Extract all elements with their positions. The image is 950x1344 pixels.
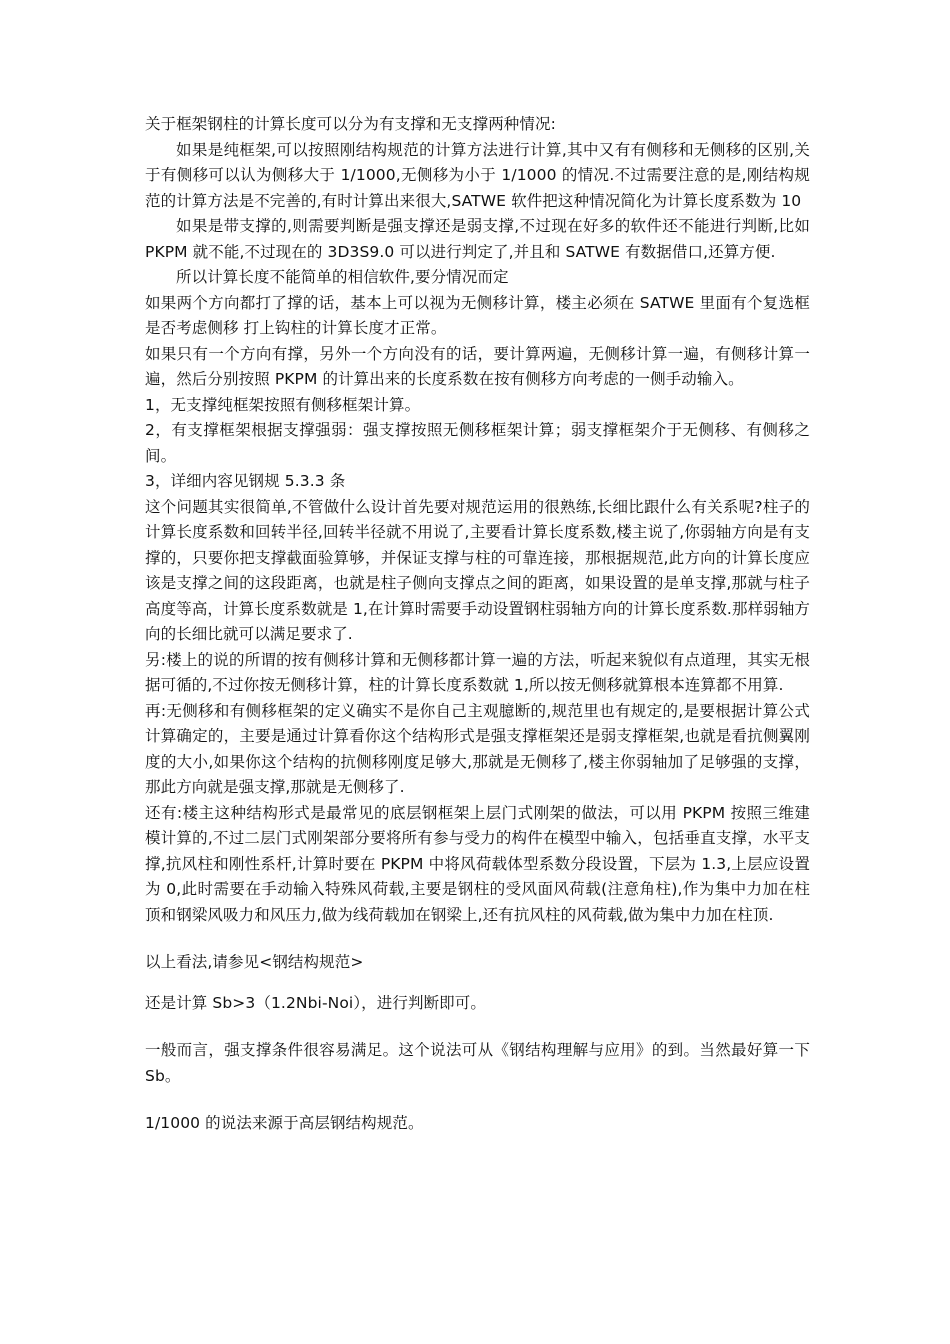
paragraph-also: 还有:楼主这种结构形式是最常见的底层钢框架上层门式刚架的做法，可以用 PKPM 按照三维建模计算的,不过二层门式刚架部分要将所有参与受力的构件在模型中输入，包括垂直支撑，水平支撑,抗风柱和刚性系杆,计算时要在 PKPM 中将风荷载体型系数分段设置，下层为 1.3,上层应设置为 0,此时需要在手动输入特殊风荷载,主要是钢柱的受风面风荷载(注意角柱),作为集中力加在柱顶和钢梁风吸力和风压力,做为线荷载加在钢梁上,还有抗风柱的风荷载,做为集中力加在柱顶. [145, 803, 810, 924]
paragraph-two-directions: 如果两个方向都打了撑的话，基本上可以视为无侧移计算，楼主必须在 SATWE 里面有个复选框 是否考虑侧移 打上钩柱的计算长度才正常。 [145, 293, 810, 337]
paragraph-formula: 还是计算 Sb>3（1.2Nbi-Noi），进行判断即可。 [145, 993, 486, 1012]
document-body [145, 112, 810, 1137]
paragraph-intro: 关于框架钢柱的计算长度可以分为有支撑和无支撑两种情况: [145, 115, 556, 133]
paragraph-pure-frame: 如果是纯框架,可以按照刚结构规范的计算方法进行计算,其中又有有侧移和无侧移的区别,关于有侧移可以认为侧移大于 1/1000,无侧移为小于 1/1000 的情况.不过需要注意的是,刚结构规范的计算方法是不完善的,有时计算出来很大,SATWE 软件把这种情况简化为计算长度系数为 10 [145, 140, 810, 210]
paragraph-conclusion: 所以计算长度不能简单的相信软件,要分情况而定 [176, 268, 509, 286]
list-item-2: 2，有支撑框架根据支撑强弱：强支撑按照无侧移框架计算；弱支撑框架介于无侧移、有侧移之间。 [145, 421, 810, 465]
paragraph-slenderness: 这个问题其实很简单,不管做什么设计首先要对规范运用的很熟练,长细比跟什么有关系呢?柱子的计算长度系数和回转半径,回转半径就不用说了,主要看计算长度系数,楼主说了,你弱轴方向是有支撑的，只要你把支撑截面验算够，并保证支撑与柱的可靠连接，那根据规范,此方向的计算长度应该是支撑之间的这段距离，也就是柱子侧向支撑点之间的距离，如果设置的是单支撑,那就与柱子高度等高，计算长度系数就是 1,在计算时需要手动设置钢柱弱轴方向的计算长度系数.那样弱轴方向的长细比就可以满足要求了. [145, 497, 810, 643]
paragraph-reference: 以上看法,请参见<钢结构规范> [145, 953, 364, 971]
paragraph-generally: 一般而言，强支撑条件很容易满足。这个说法可从《钢结构理解与应用》的到。当然最好算一下 Sb。 [145, 1041, 810, 1085]
paragraph-again: 再:无侧移和有侧移框架的定义确实不是你自己主观臆断的,规范里也有规定的,是要根据计算公式计算确定的，主要是通过计算看你这个结构形式是强支撑框架还是弱支撑框架,也就是看抗侧翼刚度的大小,如果你这个结构的抗侧移刚度足够大,那就是无侧移了,楼主你弱轴加了足够强的支撑，那此方向就是强支撑,那就是无侧移了. [145, 701, 810, 796]
list-item-3: 3，详细内容见钢规 5.3.3 条 [145, 472, 346, 490]
paragraph-another: 另:楼上的说的所谓的按有侧移计算和无侧移都计算一遍的方法，听起来貌似有点道理，其实无根据可循的,不过你按无侧移计算，柱的计算长度系数就 1,所以按无侧移就算根本连算都不用算. [145, 650, 810, 694]
paragraph-source: 1/1000 的说法来源于高层钢结构规范。 [145, 1114, 424, 1132]
list-item-1: 1，无支撑纯框架按照有侧移框架计算。 [145, 395, 421, 414]
paragraph-one-direction: 如果只有一个方向有撑，另外一个方向没有的话，要计算两遍，无侧移计算一遍，有侧移计算一遍，然后分别按照 PKPM 的计算出来的长度系数在按有侧移方向考虑的一侧手动输入。 [145, 344, 810, 388]
paragraph-braced-frame: 如果是带支撑的,则需要判断是强支撑还是弱支撑,不过现在好多的软件还不能进行判断,比如 PKPM 就不能,不过现在的 3D3S9.0 可以进行判定了,并且和 SATWE 有数据借口,还算方便. [145, 217, 810, 261]
